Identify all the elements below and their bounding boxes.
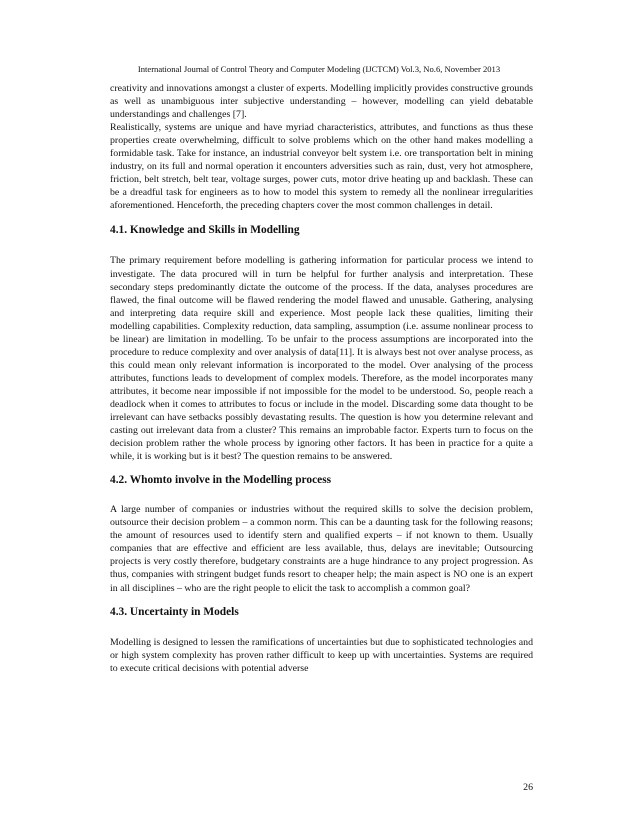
paragraph-intro-continued: creativity and innovations amongst a cluster of experts. Modelling implicitly provides constructive grounds as well as unambiguous inter subjective understanding – however, modelling can yield debatable understandings and challenges [7]. (110, 83, 533, 121)
section-heading-4-1: 4.1. Knowledge and Skills in Modelling (110, 224, 300, 237)
paragraph-who-to-involve: A large number of companies or industries without the required skills to solve the decision problem, outsource their decision problem – a common norm. This can be a daunting task for the following reasons; the amount of resources used to identify stern and qualified experts – if not known to them. Usually companies that are effective and efficient are less available, thus, delays are inevitable; Outsourcing projects is very costly therefore, budgetary constraints are a huge hindrance to any project progression. As thus, companies with stringent budget funds resort to cheaper help; the main aspect is NO one is an expert in all disciplines – who are the right people to elicit the task to accomplish a common goal? (110, 504, 533, 594)
paragraph-uncertainty: Modelling is designed to lessen the ramifications of uncertainties but due to sophisticated technologies and or high system complexity has proven rather difficult to keep up with uncertainties. Systems are required to execute critical decisions with potential adverse (110, 636, 533, 674)
section-heading-4-2: 4.2. Whomto involve in the Modelling process (110, 474, 332, 487)
article-body (110, 82, 533, 675)
running-header: International Journal of Control Theory and Computer Modeling (IJCTCM) Vol.3, No.6, November 2013 (137, 64, 501, 74)
paragraph-system-challenges: Realistically, systems are unique and have myriad characteristics, attributes, and functions as thus these properties create overwhelming, difficult to solve problems which on the other hand makes modelling a formidable task. Take for instance, an industrial conveyor belt system i.e. ore transportation belt in mining industry, on its full and normal operation it encounters adversities such as rain, dust, very hot atmosphere, friction, belt stretch, belt tear, voltage surges, power cuts, motor drive heating up and backlash. These can be a dreadful task for engineers as to how to model this system to remedy all the nonlinear irregularities aforementioned. Henceforth, the preceding chapters cover the most common challenges in detail. (110, 122, 533, 212)
section-heading-4-3: 4.3. Uncertainty in Models (110, 605, 239, 618)
page-number: 26 (523, 782, 533, 793)
paragraph-knowledge-skills: The primary requirement before modelling is gathering information for particular process we intend to investigate. The data procured will in turn be helpful for further analysis and interpretation. These secondary steps predominantly dictate the outcome of the process. If the data, analyses procedures are flawed, the final outcome will be flawed rendering the model flawed and unusable. Gathering, analysing and interpreting data require skill and experience. Most people lack these qualities, limiting their modelling capabilities. Complexity reduction, data sampling, assumption (i.e. assume nonlinear process to be linear) are limitation in modelling. To be unfair to the process assumptions are incorporated into the procedure to reduce complexity and over analysis of data[11]. It is always best not over analyse process, as this could mean only relevant information is incorporated to the model. Over analysing of the process attributes, functions leads to development of complex models. Therefore, as the model incorporates many attributes, it become near impossible if not impossible for the model to be understood. So, people reach a deadlock when it comes to attributes to focus or include in the model. Discarding some data thought to be irrelevant can have setbacks possibly devastating results. The question is how you determine relevant and casting out irrelevant data from a cluster? This remains an improbable factor. Experts turn to focus on the decision problem rather the whole process by ignoring other factors. It has been in practice for a quite a while, it is working but is it best? The question remains to be answered. (110, 255, 533, 463)
